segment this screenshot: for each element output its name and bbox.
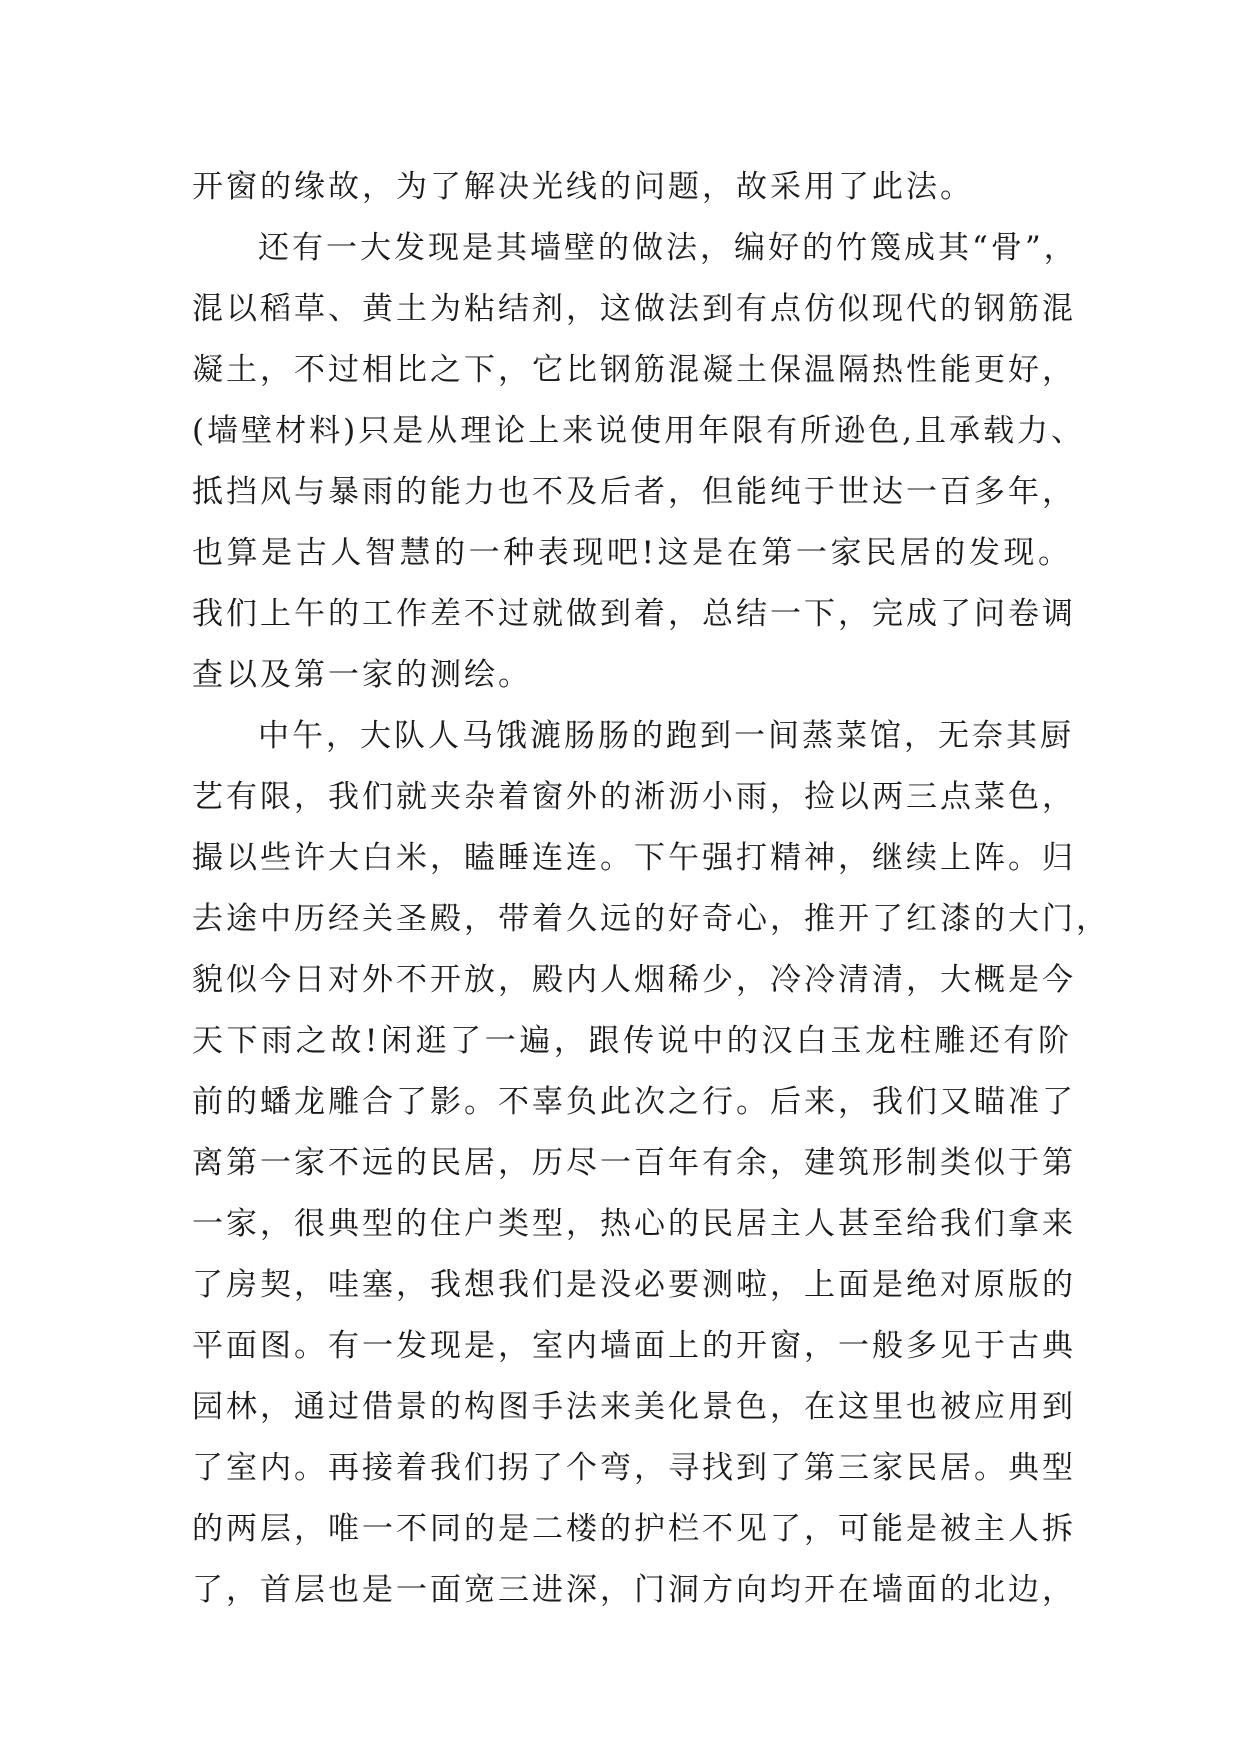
text-line: 我们上午的工作差不过就做到着，总结一下，完成了问卷调: [192, 596, 1076, 632]
text-line: 撮以些许大白米，瞌睡连连。下午强打精神，继续上阵。归: [192, 840, 1076, 876]
text-line: 也算是古人智慧的一种表现吧!这是在第一家民居的发现。: [192, 535, 1072, 571]
text-line: 貌似今日对外不开放，殿内人烟稀少，冷冷清清，大概是今: [192, 962, 1076, 998]
text-line: 一家，很典型的住户类型，热心的民居主人甚至给我们拿来: [192, 1206, 1076, 1242]
text-line: 了，首层也是一面宽三进深，门洞方向均开在墙面的北边，: [192, 1572, 1076, 1608]
text-line: 还有一大发现是其墙壁的做法，编好的竹篾成其“骨”，: [258, 230, 1078, 266]
text-line: 了房契，哇塞，我想我们是没必要测啦，上面是绝对原版的: [192, 1267, 1076, 1303]
text-line: 抵挡风与暴雨的能力也不及后者，但能纯于世达一百多年，: [192, 474, 1076, 510]
body-text: [192, 157, 1110, 1621]
text-line: 混以稻草、黄土为粘结剂，这做法到有点仿似现代的钢筋混: [192, 291, 1076, 327]
text-line: 前的蟠龙雕合了影。不辜负此次之行。后来，我们又瞄准了: [192, 1084, 1076, 1120]
text-line: 凝土，不过相比之下，它比钢筋混凝土保温隔热性能更好，: [192, 352, 1076, 388]
text-line: 开窗的缘故，为了解决光线的问题，故采用了此法。: [192, 169, 974, 205]
text-line: 查以及第一家的测绘。: [192, 657, 532, 693]
text-line: 去途中历经关圣殿，带着久远的好奇心，推开了红漆的大门，: [192, 901, 1110, 937]
text-line: 的两层，唯一不同的是二楼的护栏不见了，可能是被主人拆: [192, 1511, 1076, 1547]
text-line: 艺有限，我们就夹杂着窗外的淅沥小雨，捡以两三点菜色，: [192, 779, 1076, 815]
text-line: 了室内。再接着我们拐了个弯，寻找到了第三家民居。典型: [192, 1450, 1076, 1486]
text-line: (墙壁材料)只是从理论上来说使用年限有所逊色,且承载力、: [192, 413, 1086, 449]
text-line: 天下雨之故!闲逛了一遍，跟传说中的汉白玉龙柱雕还有阶: [192, 1023, 1072, 1059]
text-line: 离第一家不远的民居，历尽一百年有余，建筑形制类似于第: [192, 1145, 1076, 1181]
text-line: 园林，通过借景的构图手法来美化景色，在这里也被应用到: [192, 1389, 1076, 1425]
text-line: 中午，大队人马饿漉肠肠的跑到一间蒸菜馆，无奈其厨: [258, 718, 1074, 754]
text-line: 平面图。有一发现是，室内墙面上的开窗，一般多见于古典: [192, 1328, 1076, 1364]
